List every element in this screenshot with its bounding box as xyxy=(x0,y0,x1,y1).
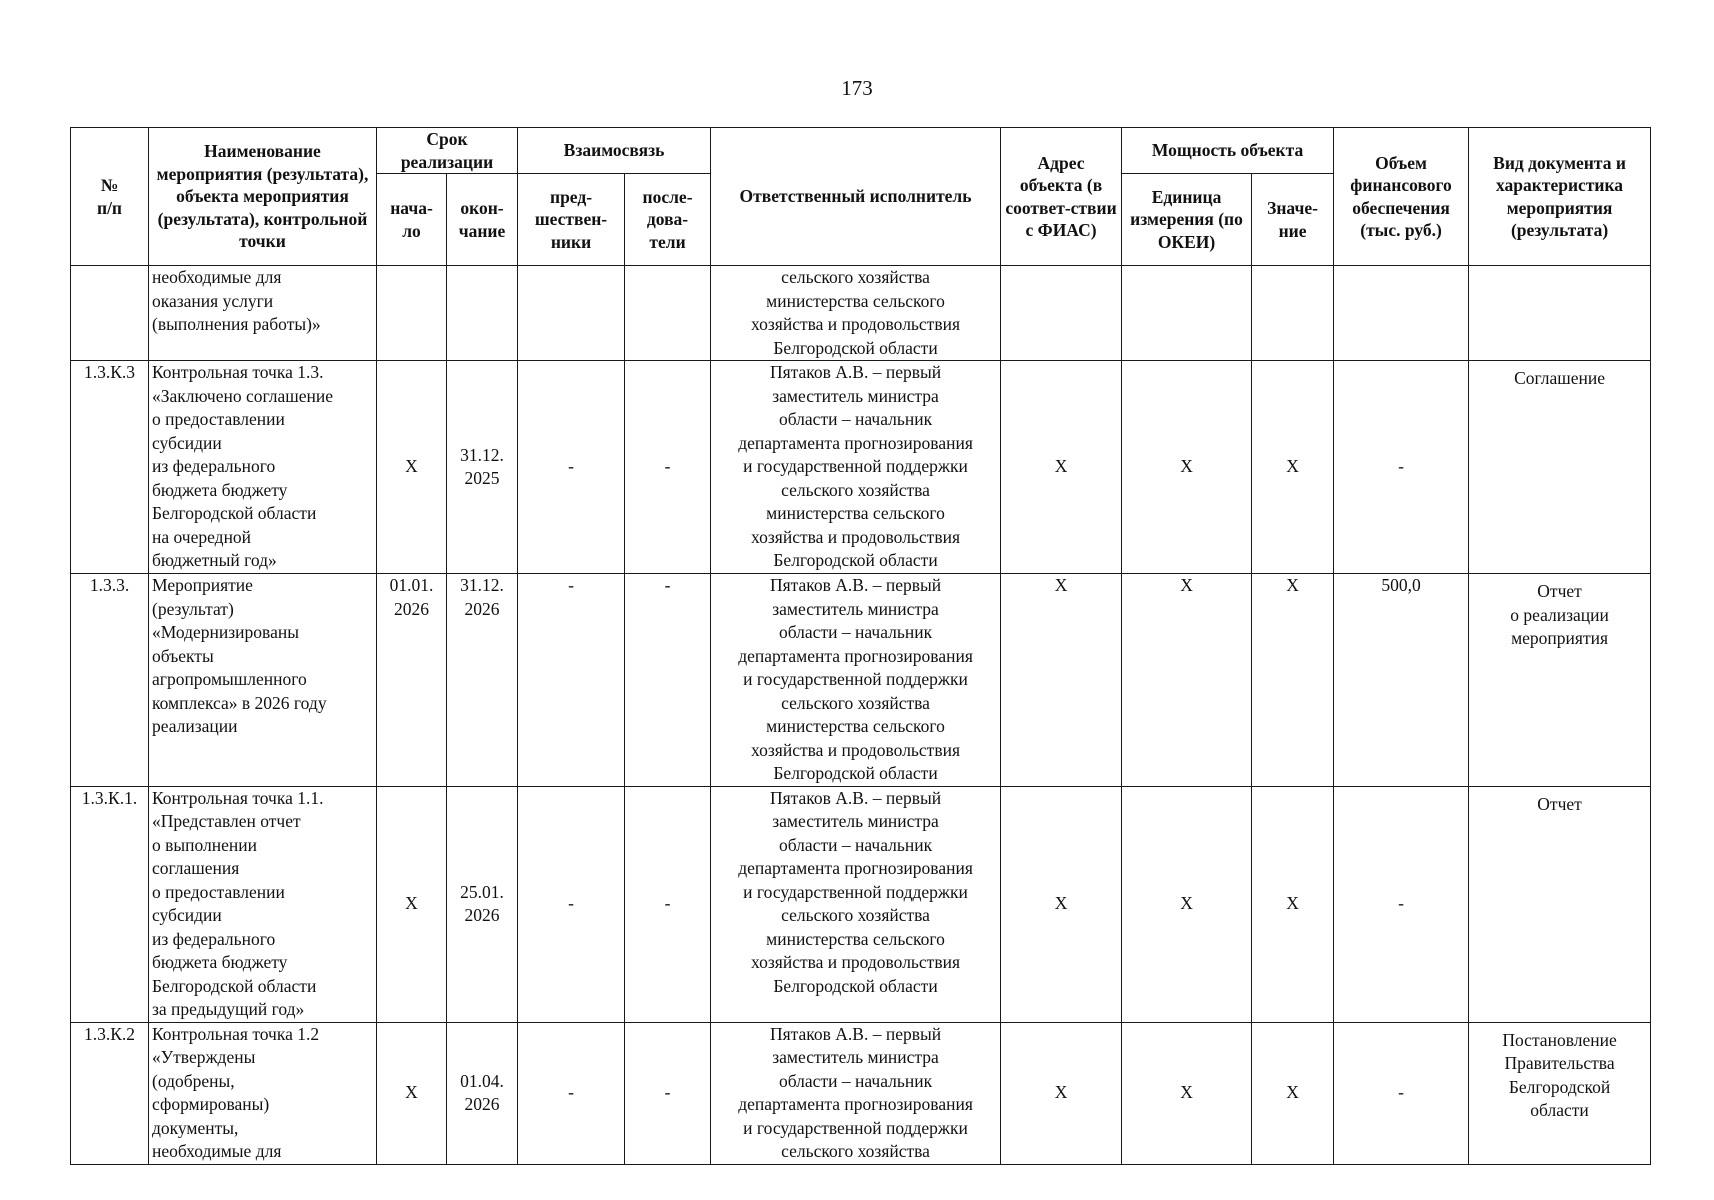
cell-num: 1.3.К.1. xyxy=(71,786,149,1022)
cell-succ xyxy=(625,266,711,361)
cell-name: Контрольная точка 1.2 «Утверждены (одобрены, сформированы) документы, необходимые для xyxy=(149,1022,377,1164)
cell-succ: - xyxy=(625,1022,711,1164)
cell-succ: - xyxy=(625,361,711,574)
cell-end: 31.12. 2025 xyxy=(447,361,518,574)
header-volume: Объем финансового обеспечения (тыс. руб.) xyxy=(1334,128,1469,266)
table-row xyxy=(71,786,1651,1022)
header-value: Значе- ние xyxy=(1252,174,1334,266)
cell-unit xyxy=(1122,266,1252,361)
cell-start: X xyxy=(377,1022,447,1164)
cell-unit: X xyxy=(1122,574,1252,787)
cell-end: 01.04. 2026 xyxy=(447,1022,518,1164)
cell-end: 25.01. 2026 xyxy=(447,786,518,1022)
cell-num: 1.3.3. xyxy=(71,574,149,787)
cell-doc: Отчет о реализации мероприятия xyxy=(1469,574,1651,787)
header-address: Адрес объекта (в соответ-ствии с ФИАС) xyxy=(1001,128,1122,266)
cell-end: 31.12. 2026 xyxy=(447,574,518,787)
table-row xyxy=(71,574,1651,787)
cell-doc xyxy=(1469,266,1651,361)
cell-address: X xyxy=(1001,1022,1122,1164)
header-responsible: Ответственный исполнитель xyxy=(711,128,1001,266)
cell-pred: - xyxy=(518,1022,625,1164)
cell-start: X xyxy=(377,361,447,574)
header-name: Наименование мероприятия (результата), объекта мероприятия (результата), контрольной точки xyxy=(149,128,377,266)
table-row xyxy=(71,1022,1651,1164)
cell-unit: X xyxy=(1122,1022,1252,1164)
cell-responsible: Пятаков А.В. – первый заместитель министра области – начальник департамента прогнозирования и государственной поддержки сельского хозяйства xyxy=(711,1022,1001,1164)
table-header xyxy=(71,128,1651,266)
cell-unit: X xyxy=(1122,786,1252,1022)
header-pred: пред- шествен- ники xyxy=(518,174,625,266)
table-row xyxy=(71,266,1651,361)
cell-name: Мероприятие (результат) «Модернизированы объекты агропромышленного комплекса» в 2026 году реализации xyxy=(149,574,377,787)
header-unit: Единица измерения (по ОКЕИ) xyxy=(1122,174,1252,266)
cell-address: X xyxy=(1001,786,1122,1022)
cell-start: X xyxy=(377,786,447,1022)
cell-num: 1.3.К.2 xyxy=(71,1022,149,1164)
cell-responsible: Пятаков А.В. – первый заместитель министра области – начальник департамента прогнозирования и государственной поддержки сельского хозяйства министерства сельского хозяйства и продовольствия Белгородской области xyxy=(711,361,1001,574)
cell-address: X xyxy=(1001,361,1122,574)
header-succ: после- дова- тели xyxy=(625,174,711,266)
cell-volume: 500,0 xyxy=(1334,574,1469,787)
cell-value xyxy=(1252,266,1334,361)
cell-start xyxy=(377,266,447,361)
cell-address: X xyxy=(1001,574,1122,787)
cell-end xyxy=(447,266,518,361)
cell-value: X xyxy=(1252,574,1334,787)
header-doc-type: Вид документа и характеристика мероприятия (результата) xyxy=(1469,128,1651,266)
cell-name: Контрольная точка 1.3. «Заключено соглашение о предоставлении субсидии из федерального бюджета бюджету Белгородской области на очередной бюджетный год» xyxy=(149,361,377,574)
table-row xyxy=(71,361,1651,574)
cell-pred: - xyxy=(518,786,625,1022)
cell-responsible: Пятаков А.В. – первый заместитель министра области – начальник департамента прогнозирования и государственной поддержки сельского хозяйства министерства сельского хозяйства и продовольствия Белгородской области xyxy=(711,786,1001,1022)
cell-num xyxy=(71,266,149,361)
events-table xyxy=(70,127,1651,1165)
cell-succ: - xyxy=(625,786,711,1022)
header-relation: Взаимосвязь xyxy=(518,128,711,174)
cell-name: Контрольная точка 1.1. «Представлен отчет о выполнении соглашения о предоставлении субсидии из федерального бюджета бюджету Белгородской области за предыдущий год» xyxy=(149,786,377,1022)
cell-value: X xyxy=(1252,361,1334,574)
header-end: окон- чание xyxy=(447,174,518,266)
page-number: 173 xyxy=(841,76,873,100)
cell-pred xyxy=(518,266,625,361)
cell-num: 1.3.К.3 xyxy=(71,361,149,574)
cell-value: X xyxy=(1252,786,1334,1022)
cell-doc: Отчет xyxy=(1469,786,1651,1022)
cell-volume: - xyxy=(1334,361,1469,574)
cell-responsible: Пятаков А.В. – первый заместитель министра области – начальник департамента прогнозирования и государственной поддержки сельского хозяйства министерства сельского хозяйства и продовольствия Белгородской области xyxy=(711,574,1001,787)
cell-volume: - xyxy=(1334,786,1469,1022)
cell-unit: X xyxy=(1122,361,1252,574)
header-capacity: Мощность объекта xyxy=(1122,128,1334,174)
cell-succ: - xyxy=(625,574,711,787)
cell-responsible: сельского хозяйства министерства сельского хозяйства и продовольствия Белгородской области xyxy=(711,266,1001,361)
header-start: нача- ло xyxy=(377,174,447,266)
cell-start: 01.01. 2026 xyxy=(377,574,447,787)
cell-volume xyxy=(1334,266,1469,361)
cell-value: X xyxy=(1252,1022,1334,1164)
cell-volume: - xyxy=(1334,1022,1469,1164)
cell-doc: Постановление Правительства Белгородской области xyxy=(1469,1022,1651,1164)
cell-address xyxy=(1001,266,1122,361)
cell-pred: - xyxy=(518,574,625,787)
cell-name: необходимые для оказания услуги (выполнения работы)» xyxy=(149,266,377,361)
header-num: № п/п xyxy=(71,128,149,266)
header-term: Срок реализации xyxy=(377,128,518,174)
cell-pred: - xyxy=(518,361,625,574)
cell-doc: Соглашение xyxy=(1469,361,1651,574)
